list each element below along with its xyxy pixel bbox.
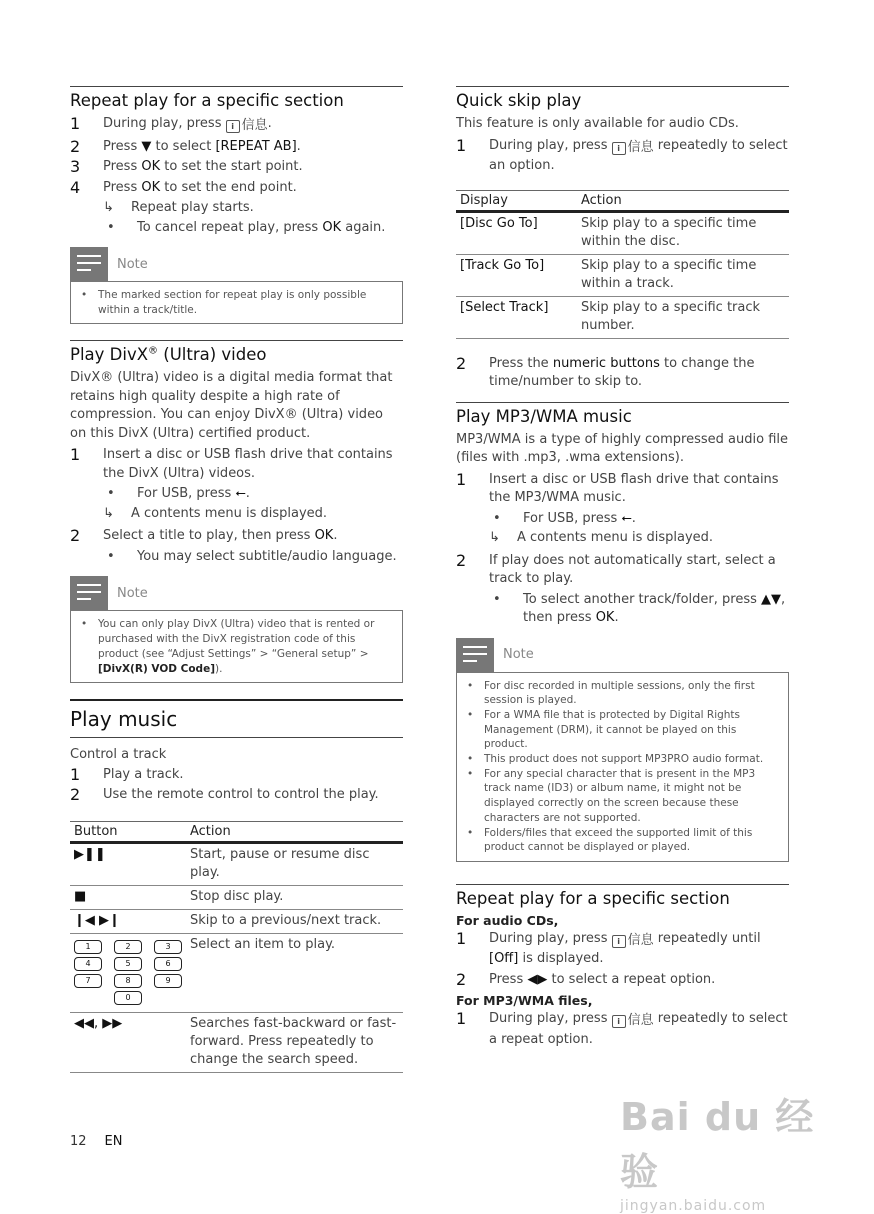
table-row: 1 2 3 4 5 6 7 8 9 0 Select an item to play. — [70, 933, 403, 1012]
watermark-url: jingyan.baidu.com — [620, 1198, 767, 1214]
page-number: 12 — [70, 1134, 87, 1149]
section-title: Repeat play for a specific section — [70, 91, 344, 110]
table-row: [Track Go To] Skip play to a specific time within a track. — [456, 254, 789, 296]
left-right-arrow-icon: ◀▶ — [527, 971, 548, 987]
right-column — [456, 86, 789, 1063]
page-footer — [70, 1134, 123, 1149]
step-1: 1 During play, press i 信息. — [70, 115, 403, 136]
display-action-table: Display Action [Disc Go To] Skip play to a specific time within the disc. [Track Go To] Skip play to a specific time within a track. [Select Track] Skip play to a specific track number. — [456, 190, 789, 339]
section-title: Play MP3/WMA music — [456, 406, 632, 426]
step-2: 2 Use the remote control to control the play. — [70, 785, 379, 805]
usb-icon: ⭠ — [621, 510, 632, 526]
section-title: Repeat play for a specific section — [456, 888, 730, 908]
section-repeat-play-2: Repeat play for a specific section For audio CDs, 1 During play, press i 信息 repeatedly until [Off] is displayed. 2 Press ◀▶ to select a repeat option. For MP3/WMA files, 1 During play, press i 信息 repeatedly to select a repeat option. — [456, 884, 789, 1050]
step-1: 1 Insert a disc or USB flash drive that contains the MP3/WMA music. — [456, 469, 779, 505]
note-item: • You can only play DivX (Ultra) video that is rented or purchased with the DivX registration code of this product (see “Adjust Settings” > “General setup” > [DivX(R) VOD Code]). — [81, 618, 375, 675]
step-3: 3 Press OK to set the start point. — [70, 157, 303, 176]
rewind-forward-icon: ◀◀, ▶▶ — [70, 1012, 186, 1072]
language-code: EN — [104, 1134, 123, 1149]
note-item: • For disc recorded in multiple sessions, only the first session is played. — [467, 679, 755, 707]
subsection-title: Control a track — [70, 737, 403, 765]
play-pause-icon: ▶❚❚ — [70, 842, 186, 885]
table-row: ■ Stop disc play. — [70, 885, 403, 909]
down-arrow-icon: ▼ — [141, 138, 152, 154]
usb-icon: ⭠ — [235, 486, 246, 502]
note-icon — [70, 576, 108, 610]
section-mp3: Play MP3/WMA music MP3/WMA is a type of highly compressed audio file (files with .mp3, .wma extensions). 1 Insert a disc or USB flash drive that contains the MP3/WMA music. • For USB, press ⭠. ↳ A contents menu is displayed. 2 If play does not automatically start, select a track to play. • To select another track/folder, press ▲▼, then press OK. Note • For disc recorded in multiple sessions, only the first session is played. • For a WMA file that is protected by Digital Rights Management (DRM), it cannot be played on this product. • This product does not support MP3PRO audio format. • For any special character that is present in the MP3 track name (ID3) or album name, it might not be displayed correctly on the screen because these characters are not supported. • Folders/files that exceed the supported limit of this product cannot be displayed or played. — [456, 402, 789, 862]
numpad-icon: 1 2 3 4 5 6 7 8 9 0 — [70, 933, 186, 1012]
section-title: Play DivX® (Ultra) video — [70, 345, 267, 365]
note-box: Note • You can only play DivX (Ultra) video that is rented or purchased with the DivX registration code of this product (see “Adjust Settings” > “General setup” > [DivX(R) VOD Code]). — [70, 576, 403, 683]
left-column — [70, 86, 403, 1087]
step-2: 2 If play does not automatically start, select a track to play. — [456, 550, 776, 586]
result-line: ↳ A contents menu is displayed. — [103, 505, 328, 521]
step-4: 4 Press OK to set the end point. — [70, 177, 297, 197]
table-row: ◀◀, ▶▶ Searches fast-backward or fast-forward. Press repeatedly to change the search speed. — [70, 1012, 403, 1072]
page-title: Play music — [70, 707, 178, 732]
step-1: 1 Insert a disc or USB flash drive that contains the DivX (Ultra) videos. — [70, 445, 393, 481]
button-action-table: Button Action ▶❚❚ Start, pause or resume disc play. ■ Stop disc play. ❙◀ ▶❙ Skip to a previous/next track. 1 2 3 4 5 6 7 8 9 0 Select an item to play. ◀◀, ▶▶ Searches fast-backward or fast-forward. Press repeatedly to change the search speed. — [70, 821, 403, 1073]
baidu-watermark — [620, 1068, 825, 1214]
note-box: Note • For disc recorded in multiple sessions, only the first session is played. • For a WMA file that is protected by Digital Rights Management (DRM), it cannot be played on this product. • This product does not support MP3PRO audio format. • For any special character that is present in the MP3 track name (ID3) or album name, it might not be displayed correctly on the screen because these characters are not supported. • Folders/files that exceed the supported limit of this product cannot be displayed or played. — [456, 638, 789, 862]
divx-intro: DivX® (Ultra) video is a digital media format that retains high quality despite a high rate of compression. You can enjoy DivX® (Ultra) video on this DivX (Ultra) certified product. — [70, 370, 393, 441]
step-2: 2 Press the numeric buttons to change the time/number to skip to. — [456, 353, 755, 389]
section-play-music — [70, 699, 403, 1073]
result-line: ↳ Repeat play starts. — [70, 199, 403, 218]
step-2: 2 Press ◀▶ to select a repeat option. — [456, 969, 716, 989]
info-button-icon: i 信息 — [226, 117, 268, 136]
bullet-line: • To cancel repeat play, press OK again. — [107, 219, 386, 235]
section-title: Quick skip play — [456, 91, 582, 110]
bullet-line: • To select another track/folder, press ▲▼, then press OK. — [493, 591, 786, 625]
info-button-icon: i 信息 — [612, 139, 654, 158]
step-2: 2 Press ▼ to select [REPEAT AB]. — [70, 136, 301, 156]
note-box: Note • The marked section for repeat play is only possible within a track/title. — [70, 247, 403, 324]
stop-icon: ■ — [70, 885, 186, 909]
step-2: 2 Select a title to play, then press OK. — [70, 526, 338, 546]
step-1: 1 Play a track. — [70, 764, 184, 784]
note-item: • For a WMA file that is protected by Digital Rights Management (DRM), it cannot be played on this product. — [467, 708, 741, 751]
prev-next-icon: ❙◀ ▶❙ — [70, 909, 186, 933]
result-line: ↳ A contents menu is displayed. — [489, 530, 714, 545]
bullet-line: • You may select subtitle/audio language. — [107, 548, 397, 564]
table-row: ❙◀ ▶❙ Skip to a previous/next track. — [70, 909, 403, 933]
table-row: ▶❚❚ Start, pause or resume disc play. — [70, 842, 403, 885]
note-item: • This product does not support MP3PRO audio format. — [467, 753, 764, 766]
result-arrow-icon: ↳ — [103, 200, 114, 215]
note-item: • Folders/files that exceed the supported limit of this product cannot be displayed or played. — [467, 826, 753, 854]
table-row: [Select Track] Skip play to a specific track number. — [456, 296, 789, 338]
section-repeat-play — [70, 86, 403, 324]
section-divx — [70, 340, 403, 683]
table-row: [Disc Go To] Skip play to a specific time within the disc. — [456, 211, 789, 254]
step-1: 1 During play, press i 信息 repeatedly until [Off] is displayed. — [456, 928, 761, 967]
note-item: • For any special character that is present in the MP3 track name (ID3) or album name, it might not be displayed correctly on the screen because these characters are not supported. — [467, 767, 756, 824]
note-icon — [70, 247, 108, 281]
step-1: 1 During play, press i 信息 repeatedly to select an option. — [456, 135, 788, 173]
note-item: • The marked section for repeat play is only possible within a track/title. — [81, 289, 367, 316]
step-1-mp3: 1 During play, press i 信息 repeatedly to select a repeat option. — [456, 1009, 788, 1047]
bullet-line: • For USB, press ⭠. — [107, 486, 250, 502]
watermark-brand: Bai du 经验 — [620, 1095, 815, 1194]
up-down-arrow-icon: ▲▼ — [761, 591, 781, 607]
info-button-icon: i 信息 — [612, 932, 654, 951]
bullet-line: • For USB, press ⭠. — [493, 510, 636, 526]
section-quick-skip: Quick skip play This feature is only available for audio CDs. 1 During play, press i 信息 repeatedly to select an option. Display Action [Disc Go To] Skip play to a specific time within the disc. [Track Go To] Skip play to a specific time within a track. [Select Track] Skip play to a specific track number. 2 Press the numeric buttons to change the time/number to skip to. — [456, 86, 789, 392]
note-icon — [456, 638, 494, 672]
info-button-icon: i 信息 — [612, 1012, 654, 1031]
